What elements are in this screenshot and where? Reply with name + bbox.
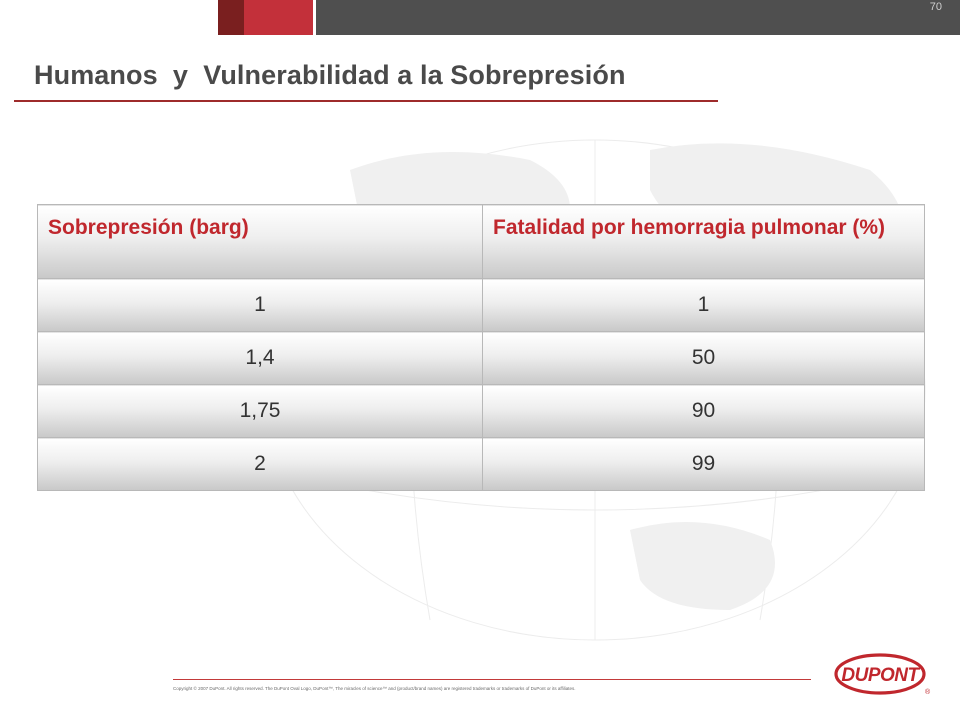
table-row (38, 332, 925, 385)
cell-fatality: 99 (483, 438, 925, 491)
slide-title: Humanos y Vulnerabilidad a la Sobrepresión (34, 60, 626, 90)
overpressure-table (37, 204, 925, 491)
cell-overpressure: 1,4 (38, 332, 483, 385)
logo-registered-mark: ® (925, 689, 931, 696)
header-fatality: Fatalidad por hemorragia pulmonar (%) (483, 205, 925, 279)
top-bar (0, 0, 960, 35)
cell-fatality: 90 (483, 385, 925, 438)
copyright-text: Copyright © 2007 DuPont. All rights reserved. The DuPont Oval Logo, DuPont™, The miracles of science™ and (product/brand names) are registered trademarks or trademarks of DuPont or its affiliates. (173, 686, 576, 691)
logo-text: DUPONT (841, 665, 919, 686)
cell-overpressure: 2 (38, 438, 483, 491)
cell-fatality: 1 (483, 279, 925, 332)
cell-overpressure: 1,75 (38, 385, 483, 438)
title-underline (14, 100, 718, 102)
cell-fatality: 50 (483, 332, 925, 385)
table-row (38, 385, 925, 438)
table-row (38, 438, 925, 491)
header-overpressure: Sobrepresión (barg) (38, 205, 483, 279)
footer-rule (173, 679, 811, 680)
table-row (38, 279, 925, 332)
dupont-oval-logo (832, 652, 932, 698)
top-bar-red-block (244, 0, 313, 35)
table-header-row (38, 205, 925, 279)
page-number: 70 (929, 1, 942, 13)
top-bar-gray-block (316, 0, 960, 35)
top-bar-dark-red-block (218, 0, 244, 35)
cell-overpressure: 1 (38, 279, 483, 332)
